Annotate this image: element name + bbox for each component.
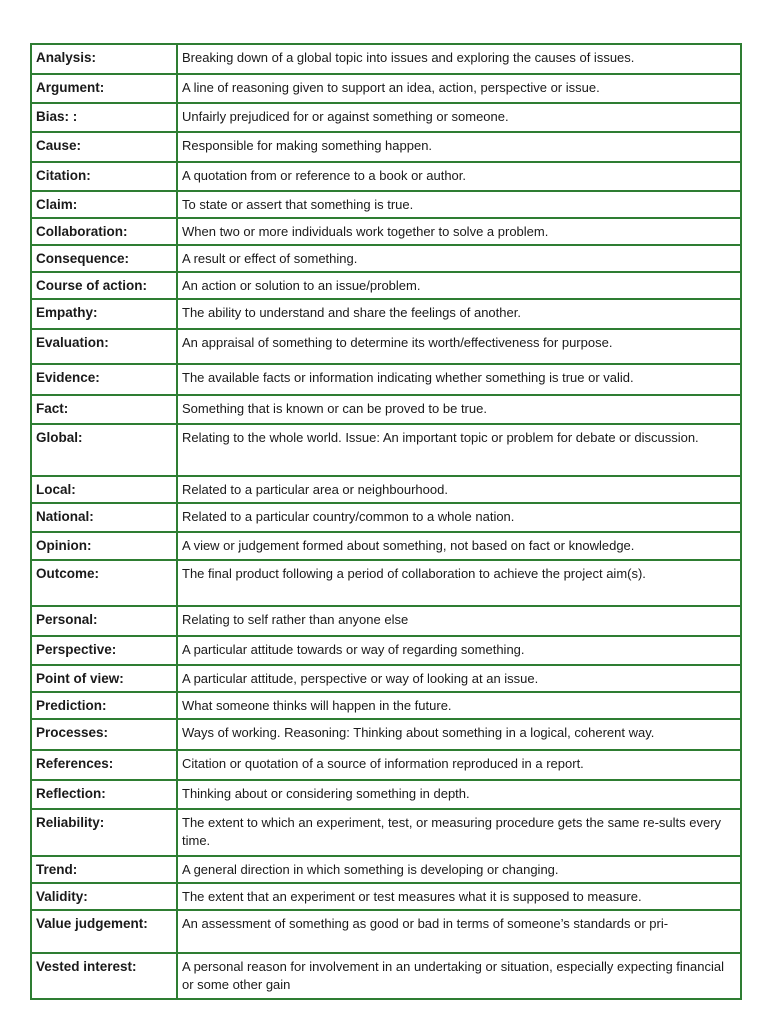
glossary-term: Empathy:	[31, 299, 177, 329]
glossary-term: Value judgement:	[31, 910, 177, 953]
glossary-definition: An appraisal of something to determine its worth/effectiveness for purpose.	[177, 329, 741, 364]
glossary-definition: A result or effect of something.	[177, 245, 741, 272]
glossary-term: Consequence:	[31, 245, 177, 272]
glossary-row	[31, 218, 741, 245]
glossary-row	[31, 103, 741, 132]
glossary-term: Claim:	[31, 191, 177, 218]
glossary-definition: To state or assert that something is true.	[177, 191, 741, 218]
glossary-term: Reflection:	[31, 780, 177, 809]
glossary-row	[31, 856, 741, 883]
glossary-row	[31, 692, 741, 719]
glossary-term: Perspective:	[31, 636, 177, 665]
glossary-term: Opinion:	[31, 532, 177, 560]
glossary-table	[30, 43, 742, 1000]
glossary-row	[31, 191, 741, 218]
glossary-term: Argument:	[31, 74, 177, 103]
glossary-term: Course of action:	[31, 272, 177, 299]
glossary-row	[31, 809, 741, 856]
glossary-term: Trend:	[31, 856, 177, 883]
glossary-term: Global:	[31, 424, 177, 476]
glossary-definition: The final product following a period of collaboration to achieve the project aim(s).	[177, 560, 741, 606]
glossary-term: Analysis:	[31, 44, 177, 74]
glossary-definition: Ways of working. Reasoning: Thinking about something in a logical, coherent way.	[177, 719, 741, 750]
glossary-definition: The ability to understand and share the feelings of another.	[177, 299, 741, 329]
glossary-row	[31, 424, 741, 476]
glossary-definition: A particular attitude, perspective or way of looking at an issue.	[177, 665, 741, 692]
glossary-row	[31, 910, 741, 953]
glossary-definition: Something that is known or can be proved to be true.	[177, 395, 741, 424]
glossary-definition: Relating to the whole world. Issue: An important topic or problem for debate or discussion.	[177, 424, 741, 476]
glossary-term: Vested interest:	[31, 953, 177, 999]
glossary-definition: A personal reason for involvement in an undertaking or situation, especially expecting financial or some other gain	[177, 953, 741, 999]
glossary-row	[31, 74, 741, 103]
glossary-definition: Thinking about or considering something in depth.	[177, 780, 741, 809]
glossary-term: Fact:	[31, 395, 177, 424]
glossary-definition: A particular attitude towards or way of regarding something.	[177, 636, 741, 665]
glossary-term: Bias: :	[31, 103, 177, 132]
glossary-term: Evaluation:	[31, 329, 177, 364]
glossary-definition: A quotation from or reference to a book or author.	[177, 162, 741, 191]
glossary-row	[31, 750, 741, 780]
glossary-row	[31, 665, 741, 692]
glossary-definition: The available facts or information indicating whether something is true or valid.	[177, 364, 741, 395]
glossary-row	[31, 532, 741, 560]
glossary-row	[31, 44, 741, 74]
glossary-definition: An assessment of something as good or bad in terms of someone’s standards or pri-	[177, 910, 741, 953]
glossary-definition: Responsible for making something happen.	[177, 132, 741, 162]
glossary-row	[31, 476, 741, 503]
glossary-definition: An action or solution to an issue/problem.	[177, 272, 741, 299]
glossary-term: Cause:	[31, 132, 177, 162]
glossary-row	[31, 606, 741, 636]
glossary-term: Outcome:	[31, 560, 177, 606]
glossary-row	[31, 132, 741, 162]
glossary-row	[31, 560, 741, 606]
glossary-term: Point of view:	[31, 665, 177, 692]
glossary-row	[31, 162, 741, 191]
glossary-definition: When two or more individuals work together to solve a problem.	[177, 218, 741, 245]
glossary-term: References:	[31, 750, 177, 780]
glossary-row	[31, 719, 741, 750]
glossary-body	[31, 44, 741, 999]
glossary-definition: Relating to self rather than anyone else	[177, 606, 741, 636]
glossary-row	[31, 953, 741, 999]
glossary-definition: Related to a particular country/common to a whole nation.	[177, 503, 741, 532]
glossary-definition: Unfairly prejudiced for or against something or someone.	[177, 103, 741, 132]
glossary-definition: Related to a particular area or neighbourhood.	[177, 476, 741, 503]
glossary-definition: Citation or quotation of a source of information reproduced in a report.	[177, 750, 741, 780]
glossary-definition: The extent that an experiment or test measures what it is supposed to measure.	[177, 883, 741, 910]
glossary-definition: Breaking down of a global topic into issues and exploring the causes of issues.	[177, 44, 741, 74]
glossary-definition: What someone thinks will happen in the future.	[177, 692, 741, 719]
glossary-row	[31, 395, 741, 424]
glossary-row	[31, 883, 741, 910]
glossary-definition: A line of reasoning given to support an idea, action, perspective or issue.	[177, 74, 741, 103]
glossary-row	[31, 503, 741, 532]
glossary-definition: A view or judgement formed about something, not based on fact or knowledge.	[177, 532, 741, 560]
glossary-term: Collaboration:	[31, 218, 177, 245]
glossary-term: Personal:	[31, 606, 177, 636]
glossary-term: Prediction:	[31, 692, 177, 719]
glossary-row	[31, 245, 741, 272]
glossary-term: National:	[31, 503, 177, 532]
glossary-row	[31, 780, 741, 809]
glossary-term: Validity:	[31, 883, 177, 910]
glossary-term: Processes:	[31, 719, 177, 750]
glossary-row	[31, 329, 741, 364]
glossary-definition: The extent to which an experiment, test, or measuring procedure gets the same re-sults every time.	[177, 809, 741, 856]
glossary-row	[31, 364, 741, 395]
glossary-definition: A general direction in which something is developing or changing.	[177, 856, 741, 883]
glossary-term: Citation:	[31, 162, 177, 191]
glossary-row	[31, 636, 741, 665]
glossary-row	[31, 272, 741, 299]
glossary-term: Local:	[31, 476, 177, 503]
glossary-term: Evidence:	[31, 364, 177, 395]
glossary-term: Reliability:	[31, 809, 177, 856]
glossary-row	[31, 299, 741, 329]
